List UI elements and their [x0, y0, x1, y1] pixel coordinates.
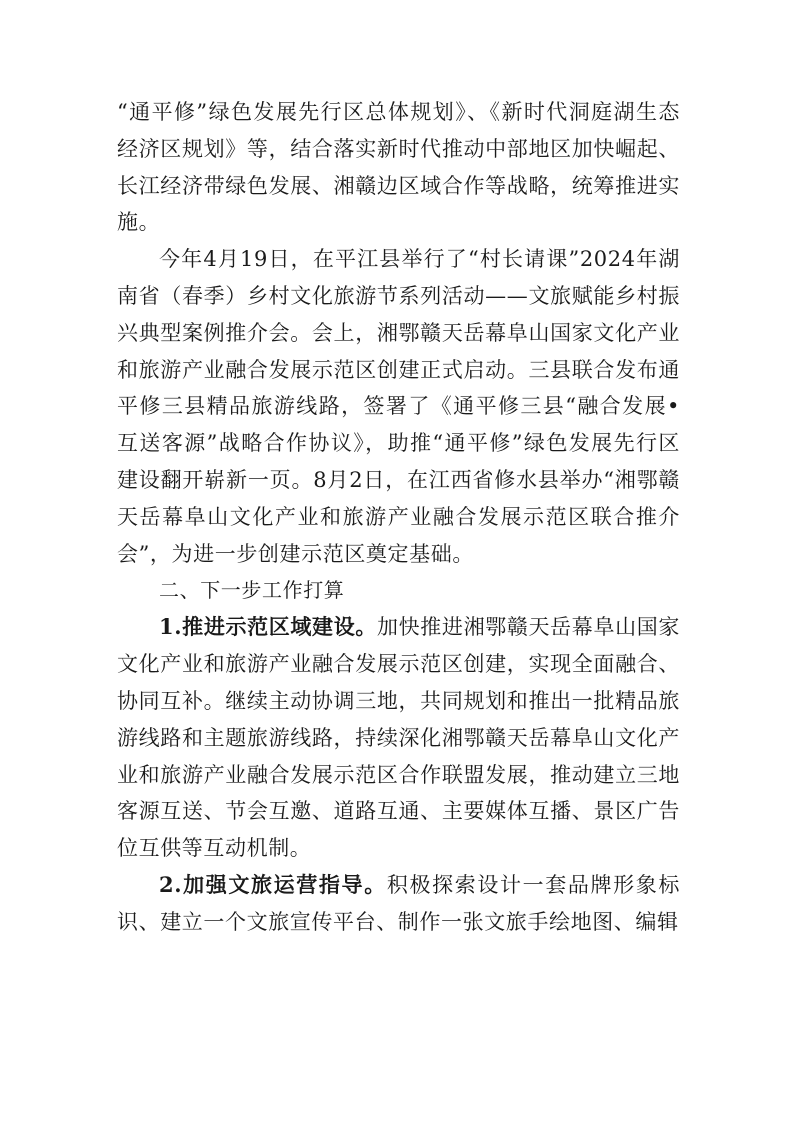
item-1-text: 加快推进湘鄂赣天岳幕阜山国家文化产业和旅游产业融合发展示范区创建，实现全面融合、协同互补。继续主动协调三地，共同规划和推出一批精品旅游线路和主题旅游线路，持续深化湘鄂赣天岳幕阜山文化产业和旅游产业融合发展示范区合作联盟发展，推动建立三地客源互送、节会互邀、道路互通、主要媒体互播、景区广告位互供等互动机制。 [117, 615, 680, 861]
paragraph-1: “通平修”绿色发展先行区总体规划》、《新时代洞庭湖生态经济区规划》等，结合落实新时代推动中部地区加快崛起、长江经济带绿色发展、湘赣边区域合作等战略，统筹推进实施。 [117, 100, 680, 235]
document-page [117, 94, 680, 941]
item-2-lead: 2.加强文旅运营指导。 [159, 871, 387, 897]
item-2-text: 积极探索设计一套品牌形象标识、建立一个文旅宣传平台、制作一张文旅手绘地图、编辑 [117, 872, 680, 934]
section-heading: 二、下一步工作打算 [159, 578, 345, 603]
list-item-1 [117, 609, 680, 867]
list-item-2 [117, 867, 680, 941]
paragraph-2: 今年4月19日，在平江县举行了“村长请课”2024年湖南省（春季）乡村文化旅游节系列活动——文旅赋能乡村振兴典型案例推介会。会上，湘鄂赣天岳幕阜山国家文化产业和旅游产业融合发展示范区创建正式启动。三县联合发布通平修三县精品旅游线路，签署了《通平修三县“融合发展•互送客源”战略合作协议》，助推“通平修”绿色发展先行区建设翻开崭新一页。8月2日，在江西省修水县举办“湘鄂赣天岳幕阜山文化产业和旅游产业融合发展示范区联合推介会”，为进一步创建示范区奠定基础。 [117, 247, 680, 566]
item-1-lead: 1.推进示范区域建设。 [159, 614, 377, 640]
